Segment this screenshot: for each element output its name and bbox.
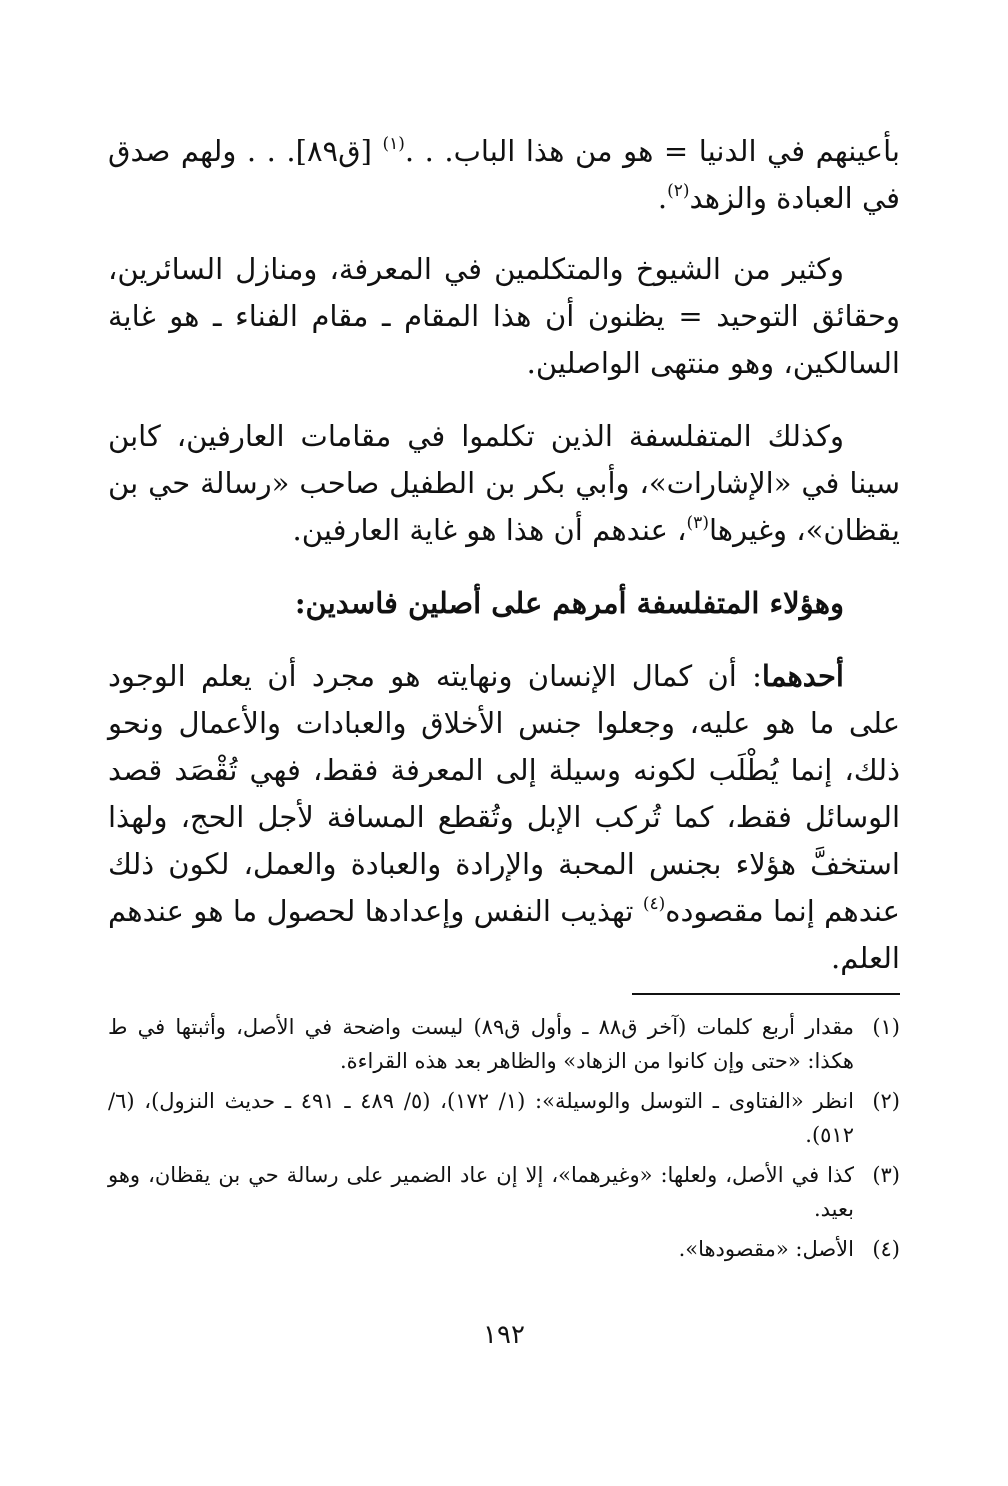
footnote-divider [632,993,900,995]
footnote-text: كذا في الأصل، ولعلها: «وغيرهما»، إلا إن عاد الضمير على رسالة حي بن يقظان، وهو بعيد. [108,1163,854,1221]
spacer [108,554,900,580]
spacer [108,222,900,246]
footnote-number: (٤) [872,1237,900,1261]
main-text [108,128,900,982]
paragraph-text: [ق٨٩]. . . ولهم صدق في العبادة والزهد [108,134,900,215]
paragraph-text: . [657,181,668,215]
paragraph-3 [108,413,900,554]
paragraph-text: وكذلك المتفلسفة الذين تكلموا في مقامات العارفين، كابن سينا في «الإشارات»، وأبي بكر بن الطفيل صاحب «رسالة حي بن يقظان»، وغيرها [108,419,900,547]
footnote-ref-1[interactable]: (١) [382,134,405,154]
footnote-4 [108,1232,900,1266]
footnote-text: الأصل: «مقصودها». [678,1237,854,1261]
footnote-ref-4[interactable]: (٤) [642,894,666,914]
footnote-text: انظر «الفتاوى ـ التوسل والوسيلة»: (١/ ١٧٢)، (٥/ ٤٨٩ ـ ٤٩١ ـ حديث النزول)، (٦/ ٥١٢). [108,1089,854,1147]
footnote-number: (٣) [872,1163,900,1187]
footnote-ref-3[interactable]: (٣) [686,513,709,533]
paragraph-text: بأعينهم في الدنيا = هو من هذا الباب. . . [404,134,900,168]
footnote-2 [108,1084,900,1152]
footnote-text: مقدار أربع كلمات (آخر ق٨٨ ـ وأول ق٨٩) ليست واضحة في الأصل، وأثبتها في ط هكذا: «حتى وإن كانوا من الزهاد» والظاهر بعد هذه القراءة. [108,1015,854,1073]
footnote-1 [108,1010,900,1078]
paragraph-text: : أن كمال الإنسان ونهايته هو مجرد أن يعلم الوجود على ما هو عليه، وجعلوا جنس الأخلاق والعبادات والأعمال ونحو ذلك، إنما يُطْلَب لكونه وسيلة إلى المعرفة فقط، فهي تُقْصَد قصد الوسائل فقط، كما تُركب الإبل وتُقطع المسافة لأجل الحج، ولهذا استخفَّ هؤلاء بجنس المحبة والإرادة والعبادة والعمل، لكون ذلك عندهم إنما مقصوده [108,659,900,928]
spacer [108,627,900,653]
paragraph-text: ، عندهم أن هذا هو غاية العارفين. [292,513,687,547]
paragraph-1 [108,128,900,222]
paragraph-text: تهذيب النفس وإعدادها لحصول ما هو عندهم العلم. [108,894,900,975]
page-number: ١٩٢ [483,1320,525,1350]
footnotes [108,1010,900,1272]
paragraph-4-heading: وهؤلاء المتفلسفة أمرهم على أصلين فاسدين: [294,586,844,620]
footnote-number: (٢) [872,1089,900,1113]
paragraph-2: وكثير من الشيوخ والمتكلمين في المعرفة، ومنازل السائرين، وحقائق التوحيد = يظنون أن هذا المقام ـ مقام الفناء ـ هو غاية السالكين، وهو منتهى الواصلين. [108,252,900,380]
lead-term: أحدهما [761,659,844,693]
footnote-ref-2[interactable]: (٢) [667,181,690,201]
paragraph-5 [108,653,900,982]
footnote-3 [108,1158,900,1226]
footnote-number: (١) [872,1015,900,1039]
spacer [108,387,900,413]
